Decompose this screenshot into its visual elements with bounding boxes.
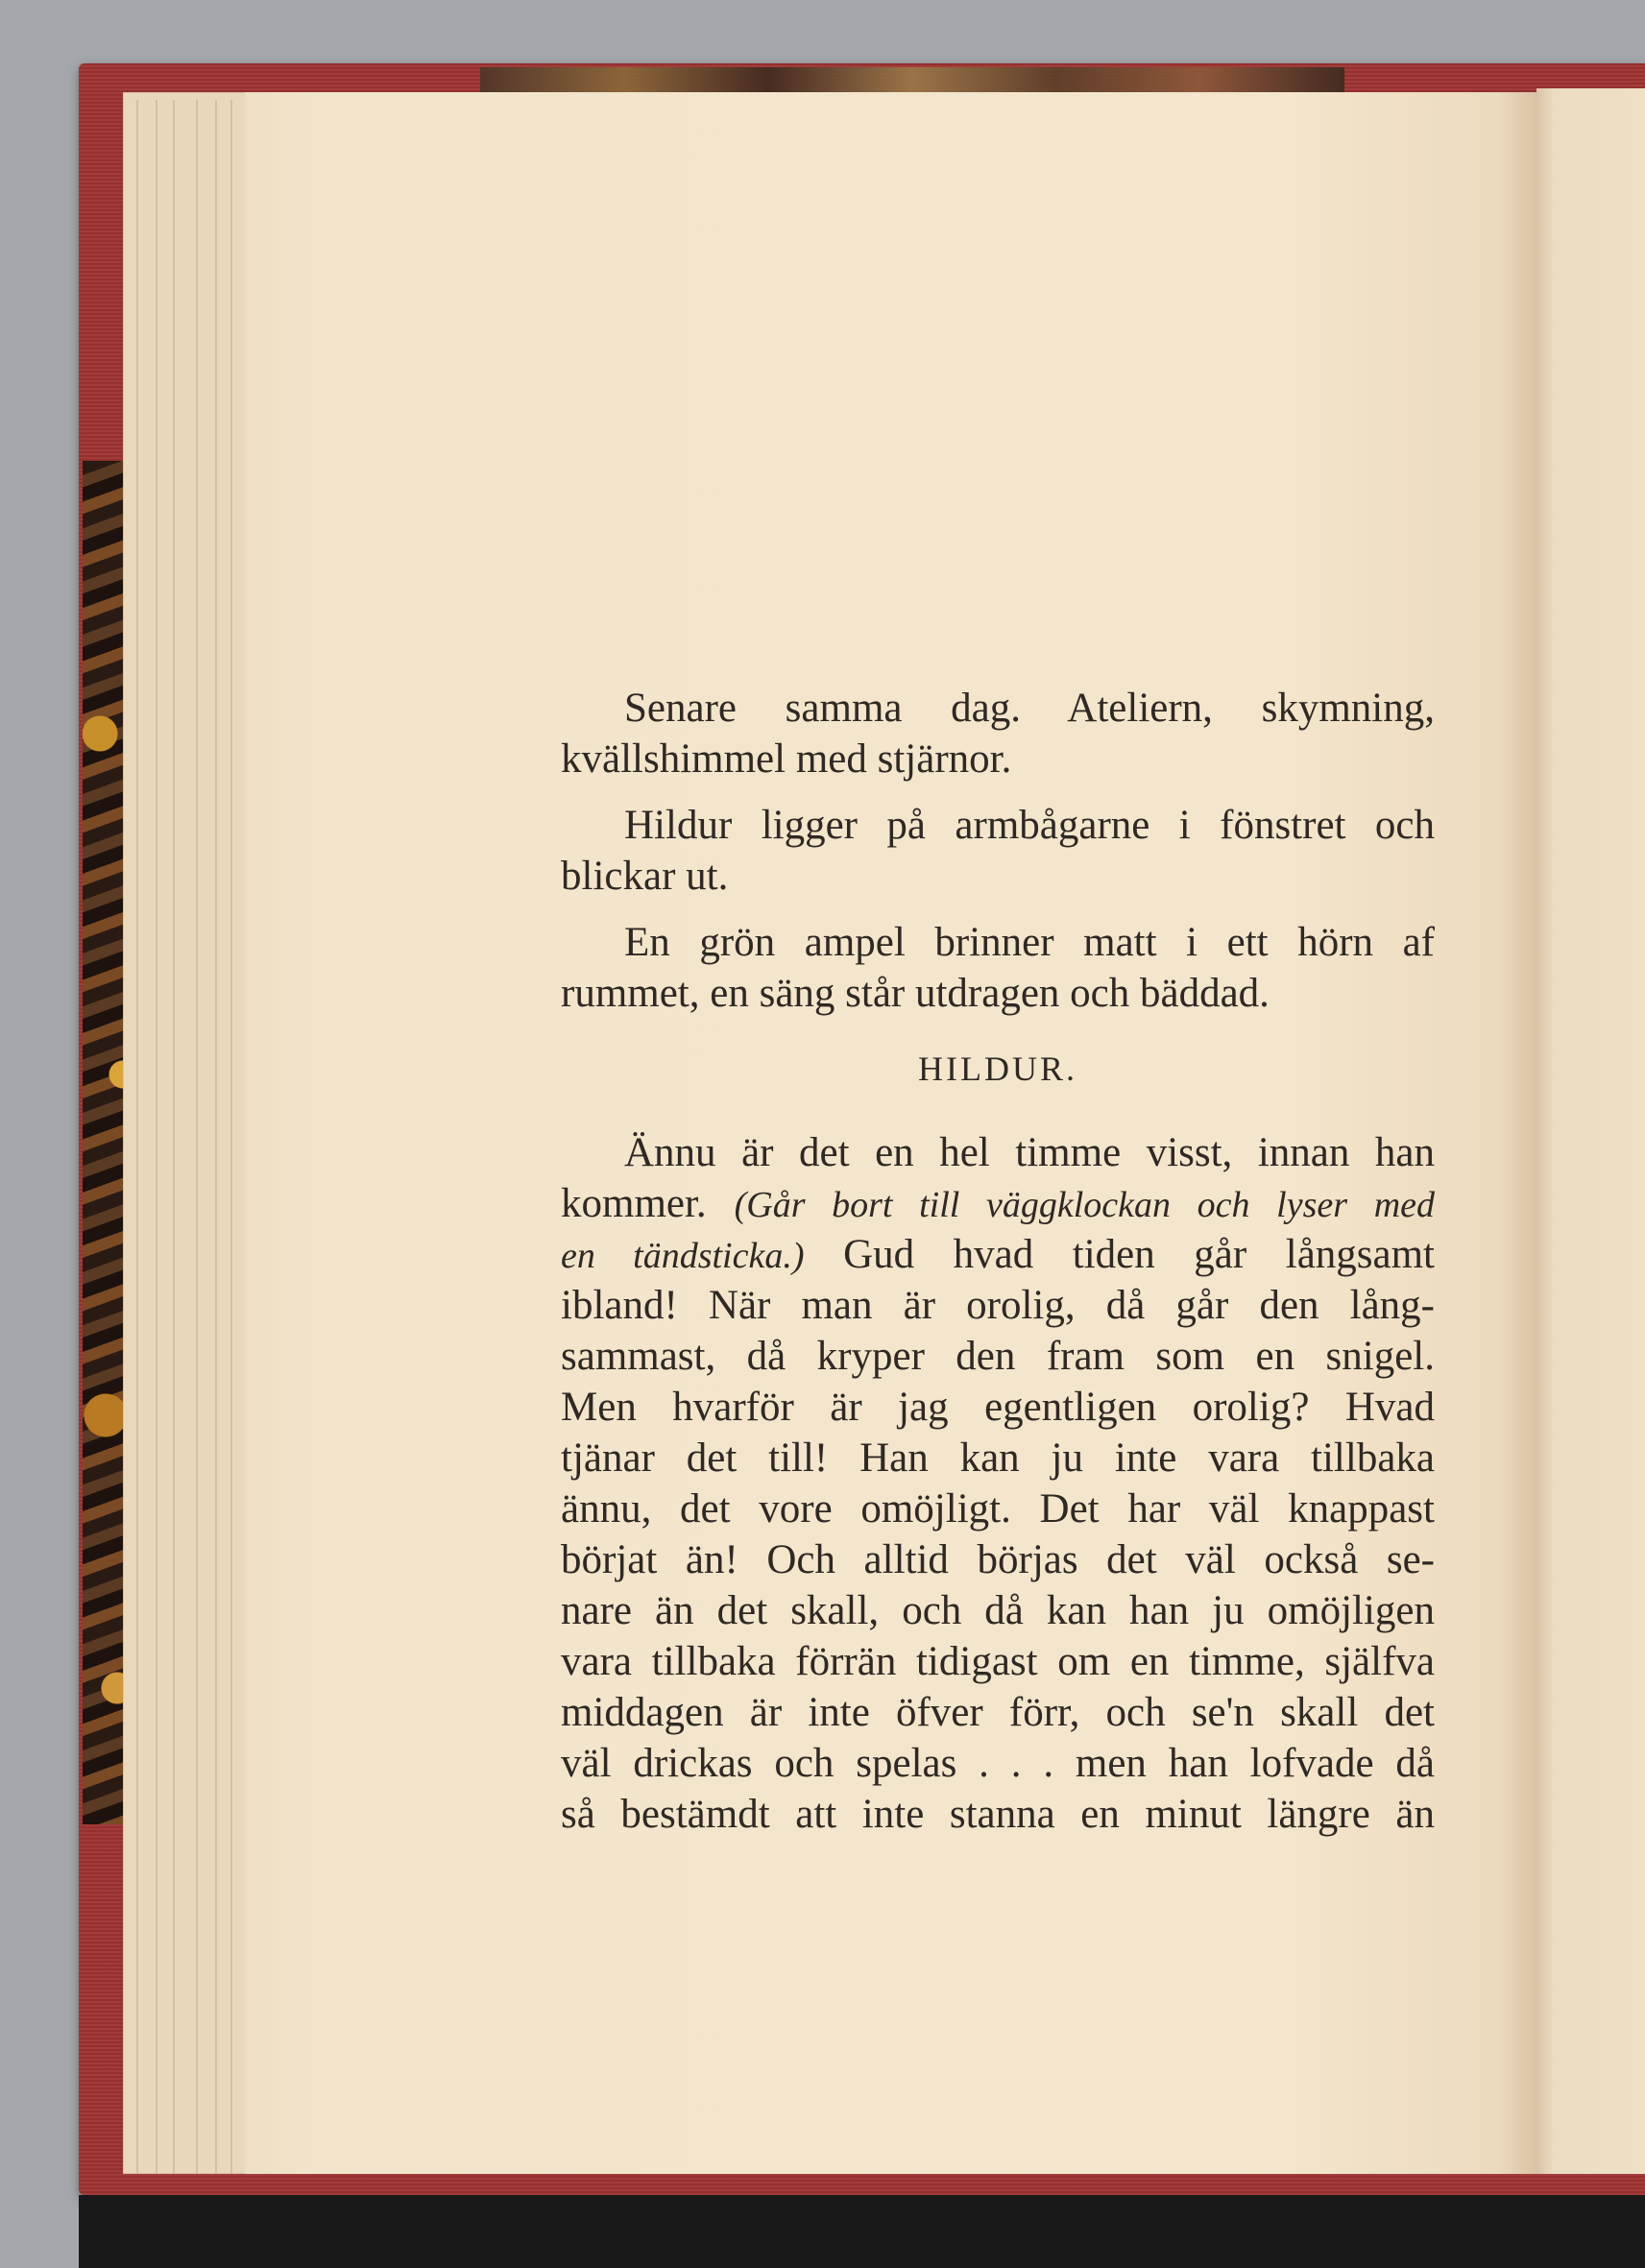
speech-line: sammast, då kryper den fram som en snigel. [561, 1334, 1435, 1379]
speech-line: nare än det skall, och då kan han ju omöjligen [561, 1588, 1435, 1633]
speech-line: börjat än! Och alltid börjas det väl också se- [561, 1537, 1435, 1582]
stage-direction-line: kvällshimmel med stjärnor. [561, 736, 1012, 782]
speech-line: väl drickas och spelas . . . men han lofvade då [561, 1741, 1435, 1786]
speech-line: Ännu är det en hel timme visst, innan han [624, 1130, 1435, 1175]
stage-direction-line: En grön ampel brinner matt i ett hörn af [624, 920, 1435, 965]
speech-line [561, 1229, 1435, 1280]
bottom-shadow [79, 2195, 1645, 2268]
book-top-edge [480, 67, 1344, 94]
stage-direction-inline: en tändsticka.) [561, 1236, 805, 1276]
speaker-name: HILDUR. [918, 1050, 1077, 1088]
speech-line: Men hvarför är jag egentligen orolig? Hvad [561, 1385, 1435, 1430]
speech-line: ibland! När man är orolig, då går den lång- [561, 1283, 1435, 1328]
stage-direction-line: Hildur ligger på armbågarne i fönstret och [624, 803, 1435, 848]
speech-line [561, 1178, 1435, 1229]
stage-direction-line: rummet, en säng står utdragen och bäddad. [561, 971, 1270, 1016]
speech-line: tjänar det till! Han kan ju inte vara tillbaka [561, 1436, 1435, 1481]
stage-direction-line: blickar ut. [561, 854, 729, 899]
speech-line: ännu, det vore omöjligt. Det har väl knappast [561, 1486, 1435, 1532]
speech-line: vara tillbaka förrän tidigast om en timme, själfva [561, 1639, 1435, 1684]
stage-direction-line: Senare samma dag. Ateliern, skymning, [624, 686, 1435, 731]
page-text [561, 683, 1435, 1840]
speech-text: kommer. [561, 1181, 707, 1226]
speech-line: middagen är inte öfver förr, och se'n skall det [561, 1690, 1435, 1735]
speech-text: Gud hvad tiden går långsamt [843, 1232, 1435, 1277]
facing-page-edge [1536, 88, 1645, 2174]
speech-line: så bestämdt att inte stanna en minut längre än [561, 1792, 1435, 1837]
stage-direction-inline: (Går bort till väggklockan och lyser med [734, 1185, 1436, 1225]
